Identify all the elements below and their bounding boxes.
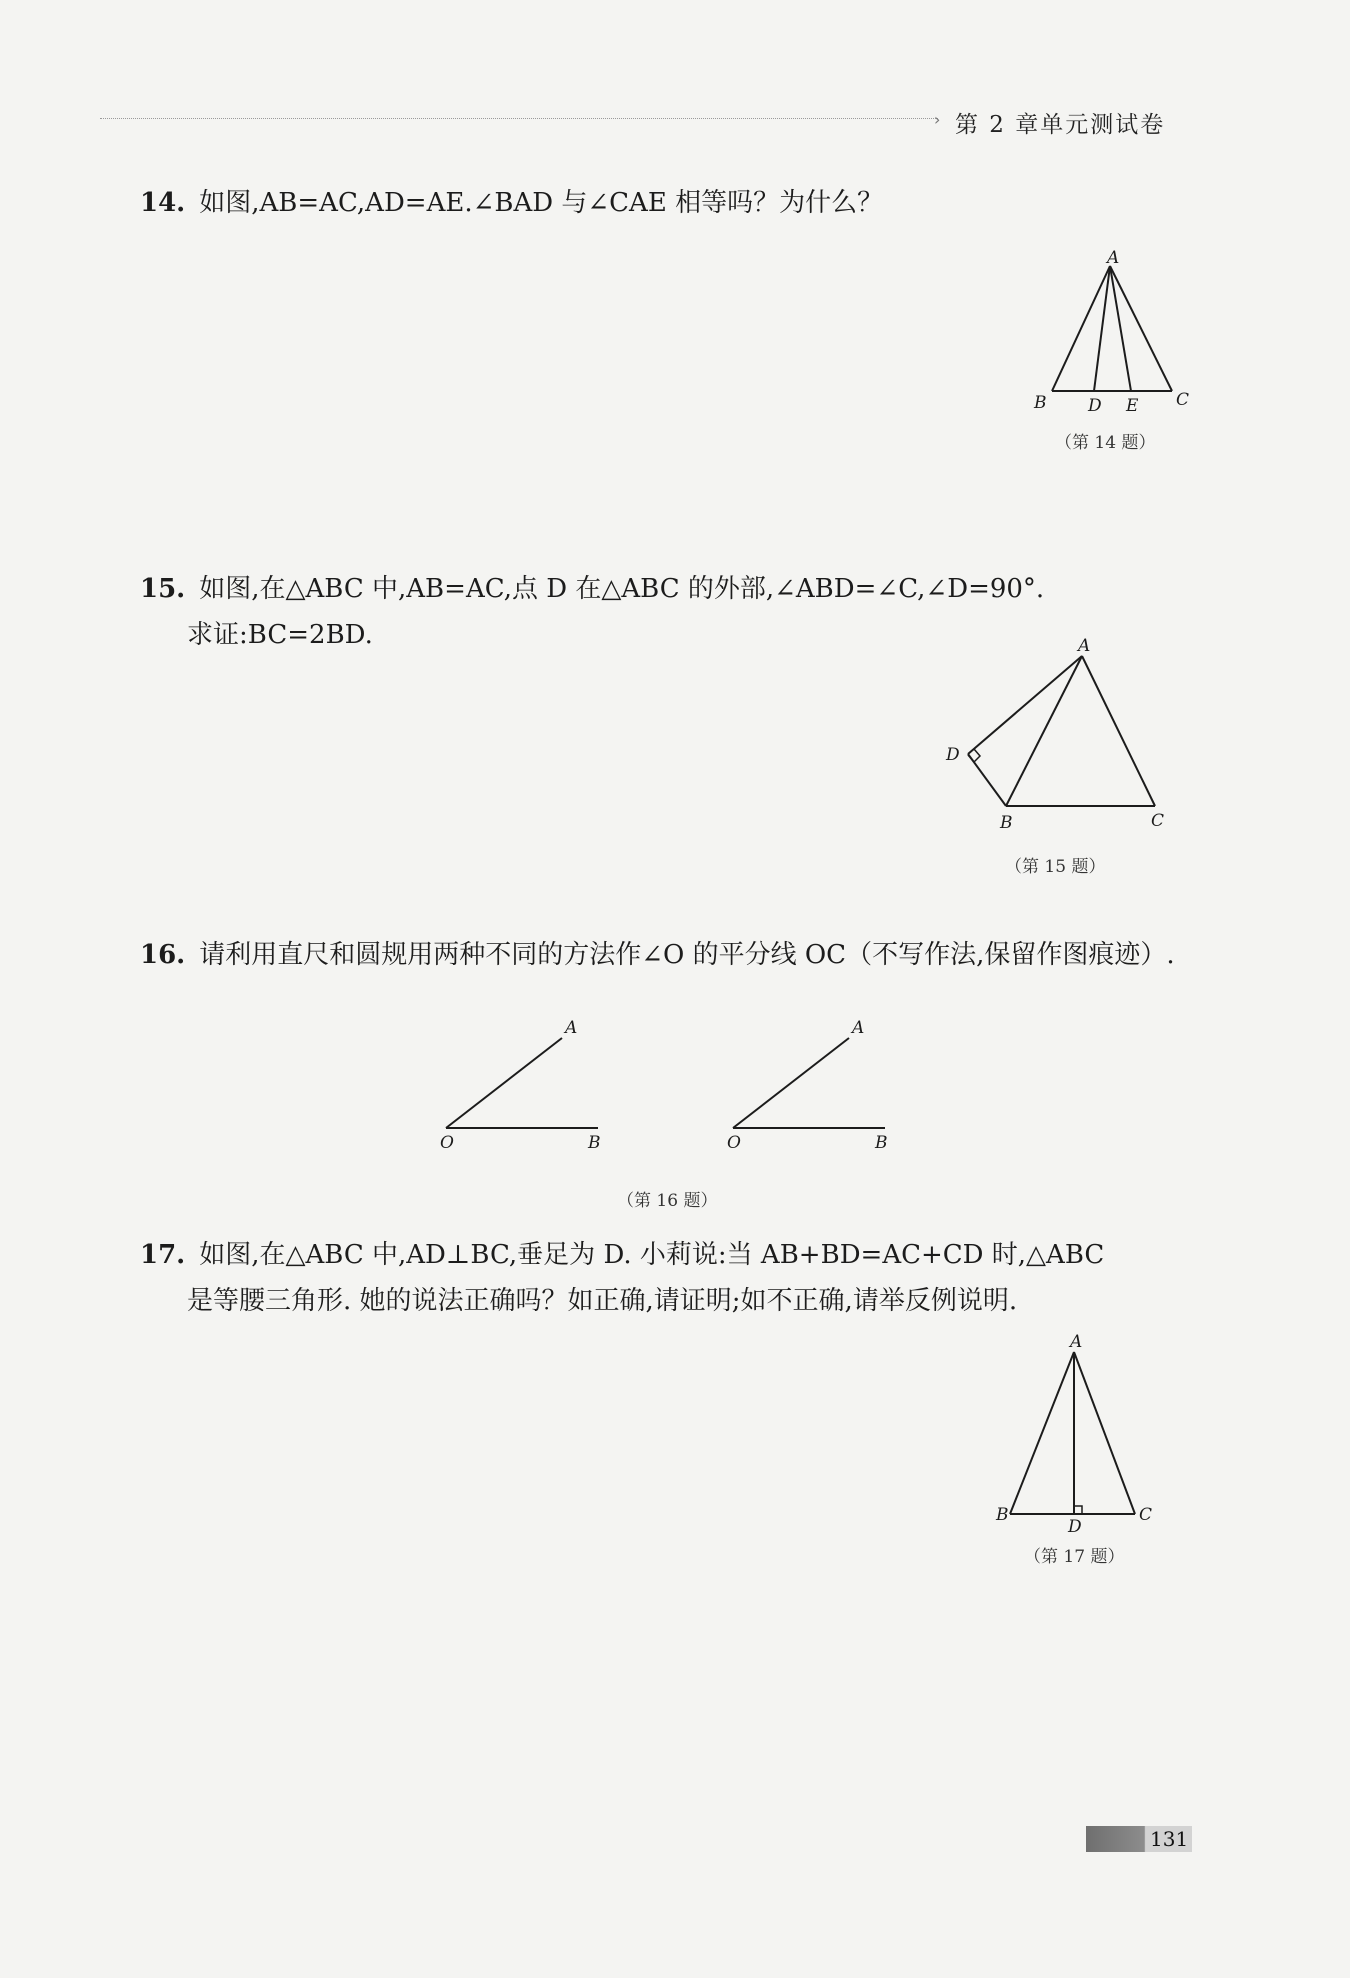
label-d: D [1068,1517,1082,1537]
question-number: 15. [140,574,186,604]
figure-15 [940,636,1180,836]
label-d: D [946,745,960,765]
question-text: 如图,在△ABC 中,AB=AC,点 D 在△ABC 的外部,∠ABD=∠C,∠D=90°. [199,574,1045,604]
question-17 [140,1232,1220,1324]
label-c: C [1139,1505,1153,1525]
question-text-continued: 求证:BC=2BD. [187,620,373,650]
figure-caption: （第 17 题） [1024,1547,1125,1567]
label-b: B [1000,813,1013,833]
question-text: 请利用直尺和圆规用两种不同的方法作∠O 的平分线 OC（不写作法,保留作图痕迹）. [199,940,1175,970]
question-text: 如图,在△ABC 中,AD⊥BC,垂足为 D. 小莉说:当 AB+BD=AC+CD 时,△ABC [199,1240,1105,1270]
label-a: A [565,1018,578,1038]
question-16 [140,932,1220,978]
question-number: 16. [140,940,186,970]
label-c: C [1151,811,1165,831]
figure-17 [990,1330,1170,1540]
label-b: B [875,1133,888,1153]
header-arrow-icon: › [934,110,941,129]
label-b: B [588,1133,601,1153]
question-text-continued: 是等腰三角形. 她的说法正确吗？如正确,请证明;如不正确,请举反例说明. [187,1286,1018,1316]
figure-16-angle-left [430,1010,620,1153]
figure-caption: （第 16 题） [617,1191,718,1211]
label-b: B [1034,393,1047,413]
label-c: C [1176,390,1190,410]
label-b: B [996,1505,1009,1525]
label-a: A [1078,636,1091,656]
question-14 [140,180,1220,226]
figure-caption: （第 14 题） [1055,433,1156,453]
figure-caption: （第 15 题） [1005,857,1106,877]
header-divider [100,118,938,119]
page-number: 131 [1150,1827,1189,1851]
label-e: E [1126,396,1139,416]
label-a: A [1107,248,1120,268]
question-number: 14. [140,188,186,218]
question-number: 17. [140,1240,186,1270]
label-d: D [1088,396,1102,416]
label-o: O [727,1133,741,1153]
label-a: A [1070,1332,1083,1352]
label-o: O [440,1133,454,1153]
label-a: A [852,1018,865,1038]
question-text: 如图,AB=AC,AD=AE.∠BAD 与∠CAE 相等吗？为什么？ [199,188,884,218]
figure-14 [1030,248,1200,418]
figure-16-angle-right [717,1010,907,1153]
header-title: 第 2 章单元测试卷 [955,112,1166,138]
